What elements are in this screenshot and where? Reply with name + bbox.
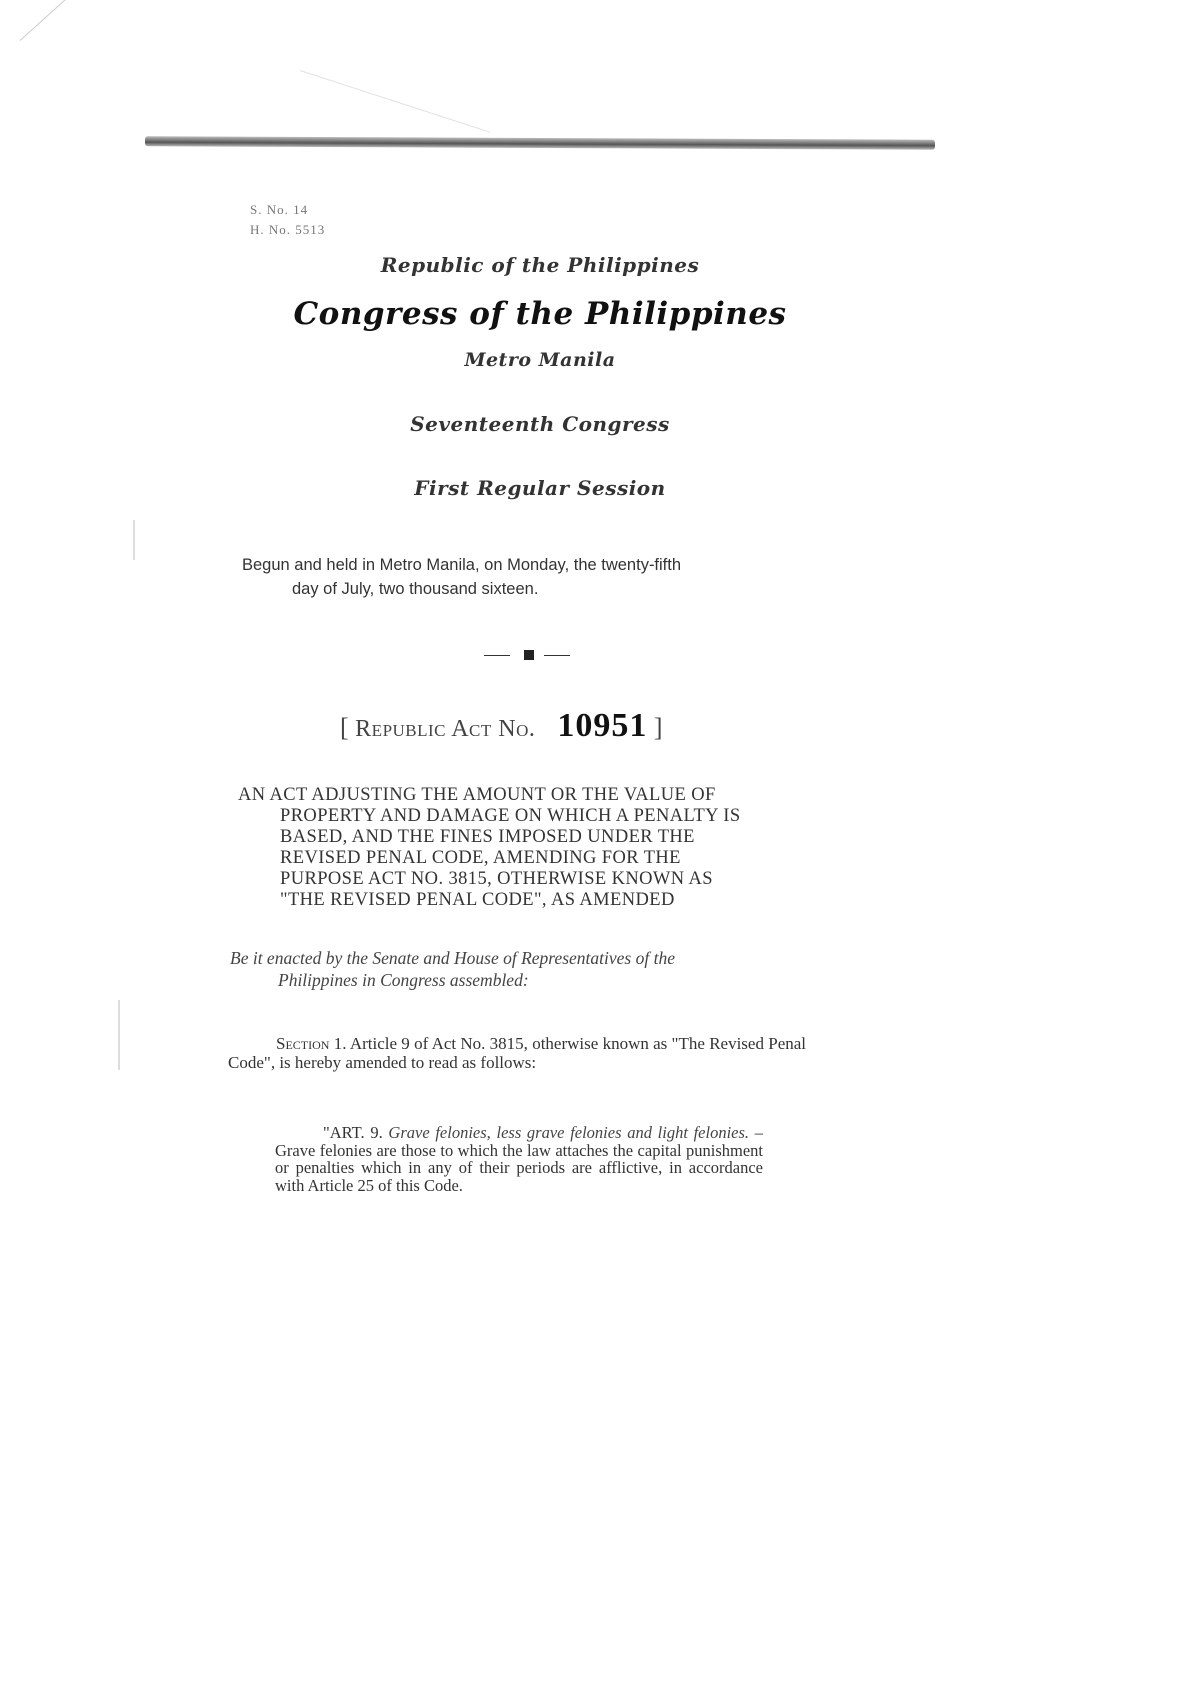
republic-heading: Republic of the Philippines (380, 253, 700, 277)
page-fold-mark (20, 0, 110, 41)
congress-number-heading: Seventeenth Congress (410, 412, 670, 436)
place-heading: Metro Manila (464, 349, 616, 371)
article-9-quote (275, 1124, 763, 1194)
title-line: AN ACT ADJUSTING THE AMOUNT OR THE VALUE OF (238, 785, 716, 805)
title-line: PROPERTY AND DAMAGE ON WHICH A PENALTY IS (280, 806, 741, 826)
enacting-line-2: Philippines in Congress assembled: (278, 970, 529, 990)
begun-line-2: day of July, two thousand sixteen. (292, 580, 539, 598)
republic-act-label: Republic Act No. (355, 716, 536, 742)
house-bill-number: H. No. 5513 (250, 222, 326, 237)
title-line: "THE REVISED PENAL CODE", AS AMENDED (280, 890, 675, 910)
session-heading: First Regular Session (414, 476, 666, 500)
senate-bill-number: S. No. 14 (250, 202, 309, 217)
begun-line-1: Begun and held in Metro Manila, on Monday, the twenty-fifth (242, 556, 682, 574)
section-1 (228, 1034, 806, 1072)
article-text: – Grave felonies are those to which the law attaches the capital punishment or penalties which in any of their periods are afflictive, in accordance with Article 25 of this Code. (275, 1123, 763, 1195)
enacting-line-1: Be it enacted by the Senate and House of Representatives of the (230, 948, 675, 968)
page-fold-mark (300, 70, 491, 133)
scan-speck (118, 1000, 120, 1070)
scan-speck (133, 520, 135, 560)
republic-act-number: 10951 (557, 707, 648, 744)
begun-statement (242, 553, 842, 601)
title-line: REVISED PENAL CODE, AMENDING FOR THE (280, 848, 681, 868)
article-italic-title: Grave felonies, less grave felonies and light felonies. (388, 1123, 750, 1142)
act-title (238, 785, 818, 911)
title-line: BASED, AND THE FINES IMPOSED UNDER THE (280, 827, 695, 847)
section-heading: Section 1. (276, 1034, 347, 1053)
section-text: Article 9 of Act No. 3815, otherwise known as "The Revised Penal Code", is hereby amended to read as follows: (228, 1034, 807, 1072)
section-divider-ornament (484, 648, 574, 662)
congress-heading: Congress of the Philippines (293, 296, 787, 332)
top-rule (145, 136, 935, 149)
enacting-clause (230, 947, 830, 991)
title-line: PURPOSE ACT NO. 3815, OTHERWISE KNOWN AS (280, 869, 713, 889)
article-prefix: "ART. 9. (323, 1123, 383, 1142)
republic-act-heading: [ Republic Act No. 10951 ] (340, 707, 663, 744)
